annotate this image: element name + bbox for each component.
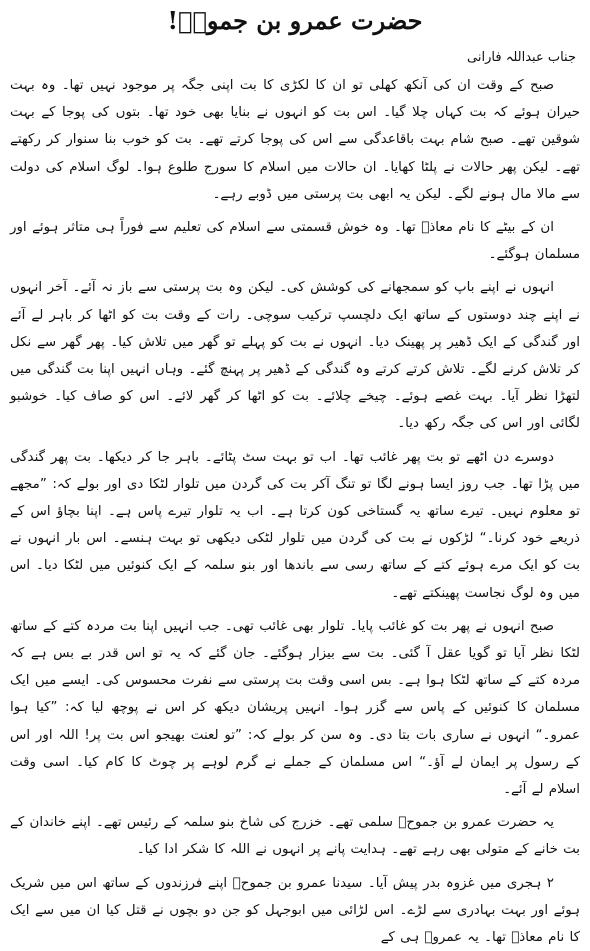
paragraph-4: دوسرے دن اٹھے تو بت پھر غائب تھا۔ اب تو بہت سٹ پٹائے۔ باہر جا کر دیکھا۔ بت پھر گندگی میں پڑا تھا۔ جب روز ایسا ہونے لگا تو تنگ آکر بت کی گردن میں تلوار لٹکا دی اور بولے کہ: ”مجھے تو معلوم نہیں۔ تیرے ساتھ یہ گستاخی کون کرتا ہے۔ اب یہ تلوار تیرے پاس ہے۔ اپنا بچاؤ اس کے ذریعے خود کرنا۔“ لڑکوں نے بت کی گردن میں تلوار لٹکی دیکھی تو بہت ہنسے۔ اس بار انہوں نے بت کو ایک مرے ہوئے کتے کے ساتھ رسی سے باندھا اور بنو سلمہ کے ایک کنوئیں میں لٹکا دیا۔ اس میں وہ لوگ نجاست پھینکتے تھے۔ bbox=[10, 449, 580, 601]
paragraph-7: ۲ ہجری میں غزوہ بدر پیش آیا۔ سیدنا عمرو بن جموحؓ اپنے فرزندوں کے ساتھ اس میں شریک ہوئے اور بہت بہادری سے لڑے۔ اس لڑائی میں ابوجہل کو جن دو بچوں نے قتل کیا ان میں سے ایک کا نام معاذؓ تھا۔ یہ عمروؓ ہی کے bbox=[10, 875, 580, 946]
paragraph-1: صبح کے وقت ان کی آنکھ کھلی تو ان کا لکڑی کا بت اپنی جگہ پر موجود نہیں تھا۔ وہ بہت حیران ہوئے کہ بت کہاں چلا گیا۔ اس بت کو انہوں نے بنایا بھی خود تھا۔ بتوں کی پوجا کے بہت شوقین تھے۔ صبح شام بہت باقاعدگی سے اس کی پوجا کرتے تھے۔ بت کو خوب بنا سنوار کر رکھتے تھے۔ لیکن پھر حالات نے پلٹا کھایا۔ ان حالات میں اسلام کا سورج طلوع ہوا۔ لوگ اسلام کی دولت سے مالا مال ہونے لگے۔ لیکن یہ ابھی بت پرستی میں ڈوبے رہے۔ bbox=[10, 78, 580, 202]
paragraph-2: ان کے بیٹے کا نام معاذؓ تھا۔ وہ خوش قسمتی سے اسلام کی تعلیم سے فوراً ہی متاثر ہوئے اور مسلمان ہوگئے۔ bbox=[10, 220, 580, 263]
author-line: جناب عبداللہ فارانی bbox=[467, 50, 576, 65]
paragraph-6: یہ حضرت عمرو بن جموحؓ سلمی تھے۔ خزرج کی شاخ بنو سلمہ کے رئیس تھے۔ اپنے خاندان کے بت خانے کے متولی بھی رہے تھے۔ ہدایت پانے پر انہوں نے اللہ کا شکر ادا کیا۔ bbox=[10, 815, 580, 858]
article-title: حضرت عمرو بن جموحؓ! bbox=[167, 6, 423, 35]
paragraph-5: صبح انہوں نے پھر بت کو غائب پایا۔ تلوار بھی غائب تھی۔ جب انہیں اپنا بت مردہ کتے کے ساتھ لٹکا نظر آیا تو گویا عقل آ گئی۔ بت سے بیزار ہوگئے۔ جان گئے کہ یہ تو اس قدر بے بس ہے کہ مردہ کتے کے ساتھ لٹکا ہوا ہے۔ بس اسی وقت بت پرستی سے نفرت محسوس کی۔ ایسے میں ایک مسلمان کا کنوئیں کے پاس سے گزر ہوا۔ انہیں پریشان دیکھ کر اس نے پوچھ لیا کہ: ”کیا ہوا عمرو۔“ انہوں نے ساری بات بتا دی۔ وہ سن کر بولے کہ: ”تو لعنت بھیجو اس بت پر! اللہ اور اس کے رسول پر ایمان لے آؤ۔“ اس مسلمان کے جملے نے گرم لوہے پر چوٹ کا کام کیا۔ اسی وقت اسلام لے آئے۔ bbox=[10, 618, 580, 798]
paragraph-3: انہوں نے اپنے باپ کو سمجھانے کی کوشش کی۔ لیکن وہ بت پرستی سے باز نہ آئے۔ آخر انہوں نے اپنے چند دوستوں کے ساتھ ایک دلچسپ ترکیب سوچی۔ رات کے وقت بت کو اٹھا کر باہر لے آئے اور گندگی کے ایک ڈھیر پر پھینک دیا۔ انہوں نے بت کو پہلے تو گھر میں تلاش کیا۔ پھر گھر سے نکل کر تلاش کرنے لگے۔ تلاش کرتے کرتے وہ گندگی کے ڈھیر پر پہنچ گئے۔ وہاں انہیں اپنا بت گندگی میں لتھڑا نظر آیا۔ بہت غصے ہوئے۔ چیخے چلائے۔ بت کو اٹھا کر گھر لائے۔ اس کو صاف کیا۔ خوشبو لگائی اور اس کی جگہ رکھ دیا۔ bbox=[10, 280, 580, 432]
